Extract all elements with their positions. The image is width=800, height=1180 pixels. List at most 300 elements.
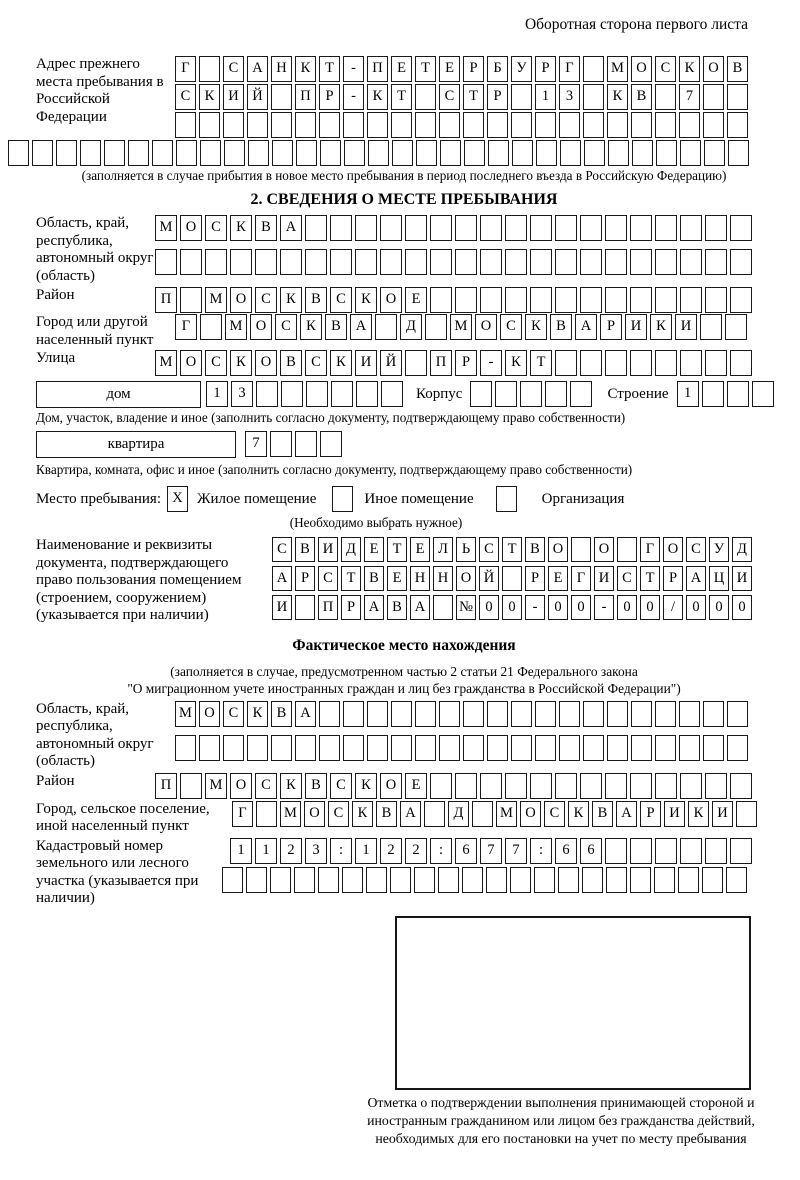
char-box: Н — [410, 566, 430, 591]
char-box — [366, 867, 387, 893]
char-box — [175, 112, 196, 138]
char-box — [730, 773, 752, 799]
char-box: Т — [391, 84, 412, 110]
char-box: О — [703, 56, 724, 82]
char-box — [727, 84, 748, 110]
char-box — [570, 381, 592, 407]
char-box — [727, 735, 748, 761]
char-box: С — [479, 537, 499, 562]
prev-address-rows — [175, 56, 751, 138]
cadastral-row-2 — [222, 867, 755, 893]
prev-address-section — [36, 56, 772, 138]
char-box: В — [525, 537, 545, 562]
char-box — [752, 381, 774, 407]
district-boxes — [155, 287, 755, 313]
char-box — [705, 287, 727, 313]
char-box — [510, 867, 531, 893]
char-box: Е — [391, 56, 412, 82]
char-box: У — [709, 537, 729, 562]
char-box — [702, 381, 724, 407]
char-box — [306, 381, 328, 407]
char-box — [571, 537, 591, 562]
char-box — [343, 112, 364, 138]
char-box — [175, 735, 196, 761]
char-box: 0 — [732, 595, 752, 620]
char-box: 6 — [555, 838, 577, 864]
char-box: 1 — [230, 838, 252, 864]
char-box — [430, 215, 452, 241]
checkbox-other-premises — [332, 486, 353, 512]
char-box — [343, 735, 364, 761]
char-box — [679, 701, 700, 727]
document-label: Наименование и реквизиты документа, подтверждающего право пользования помещением (строением, сооружением) (указывается при наличии) — [36, 537, 242, 623]
actual-location-title: Фактическое место нахождения — [292, 636, 516, 654]
char-box — [56, 140, 77, 166]
char-box — [535, 112, 556, 138]
korpus-label: Корпус — [416, 386, 463, 402]
char-box — [630, 350, 652, 376]
char-box: О — [456, 566, 476, 591]
char-box: В — [592, 801, 613, 827]
char-box: Л — [433, 537, 453, 562]
char-box — [730, 838, 752, 864]
char-box — [580, 350, 602, 376]
char-box — [559, 112, 580, 138]
char-box — [472, 801, 493, 827]
char-box — [470, 381, 492, 407]
char-box: О — [380, 287, 402, 313]
char-box: Е — [410, 537, 430, 562]
char-box — [331, 381, 353, 407]
char-box: Е — [405, 287, 427, 313]
char-box: А — [575, 314, 597, 340]
char-box: О — [520, 801, 541, 827]
char-box — [247, 112, 268, 138]
char-box — [655, 112, 676, 138]
char-box — [305, 215, 327, 241]
actual-region-rows — [175, 701, 751, 761]
stay-type-note: (Необходимо выбрать нужное) — [289, 515, 463, 530]
char-box: 0 — [617, 595, 637, 620]
region-row — [36, 215, 772, 285]
char-box — [319, 701, 340, 727]
char-box: 0 — [686, 595, 706, 620]
char-box — [367, 735, 388, 761]
char-box: М — [496, 801, 517, 827]
document-section — [36, 537, 772, 625]
actual-city-row — [36, 801, 772, 836]
char-box: О — [180, 350, 202, 376]
stay-type-label: Место пребывания: — [36, 491, 161, 507]
char-box — [655, 838, 677, 864]
char-box — [655, 249, 677, 275]
char-box: 7 — [505, 838, 527, 864]
char-box: 3 — [305, 838, 327, 864]
char-box: П — [318, 595, 338, 620]
region-label: Область, край, республика, автономный округ (область) — [36, 215, 154, 284]
document-row-2 — [272, 566, 755, 592]
document-rows — [272, 537, 755, 621]
char-box: О — [230, 287, 252, 313]
char-box — [680, 249, 702, 275]
char-box: С — [255, 287, 277, 313]
char-box — [224, 140, 245, 166]
char-box: С — [205, 215, 227, 241]
char-box: С — [330, 773, 352, 799]
char-box — [487, 112, 508, 138]
char-box — [295, 431, 317, 457]
char-box: С — [275, 314, 297, 340]
prev-address-row-4 — [8, 140, 772, 166]
char-box: М — [175, 701, 196, 727]
char-box: О — [250, 314, 272, 340]
char-box: 0 — [709, 595, 729, 620]
char-box — [580, 287, 602, 313]
char-box — [680, 350, 702, 376]
char-box: Р — [525, 566, 545, 591]
char-box — [511, 84, 532, 110]
char-box: В — [305, 287, 327, 313]
char-box: У — [511, 56, 532, 82]
char-box: А — [364, 595, 384, 620]
char-box — [296, 140, 317, 166]
prev-address-row-3 — [175, 112, 751, 138]
char-box: С — [255, 773, 277, 799]
stamp-area — [330, 916, 792, 1149]
char-box — [679, 112, 700, 138]
char-box: К — [355, 773, 377, 799]
char-box — [80, 140, 101, 166]
char-box — [200, 314, 222, 340]
char-box: 1 — [206, 381, 228, 407]
char-box: 1 — [535, 84, 556, 110]
char-box: В — [387, 595, 407, 620]
char-box — [295, 735, 316, 761]
char-box: Н — [433, 566, 453, 591]
char-box — [248, 140, 269, 166]
char-box — [381, 381, 403, 407]
char-box — [607, 112, 628, 138]
char-box: С — [686, 537, 706, 562]
char-box — [320, 140, 341, 166]
char-box — [255, 249, 277, 275]
char-box: - — [594, 595, 614, 620]
char-box: 0 — [640, 595, 660, 620]
checkbox-dwelling: X — [167, 486, 188, 512]
char-box — [559, 701, 580, 727]
prev-address-label: Адрес прежнего места пребывания в Российской Федерации — [36, 56, 164, 125]
char-box: В — [295, 537, 315, 562]
char-box: А — [280, 215, 302, 241]
char-box: А — [410, 595, 430, 620]
char-box — [391, 701, 412, 727]
char-box: Й — [247, 84, 268, 110]
char-box: Д — [341, 537, 361, 562]
char-box: С — [223, 701, 244, 727]
char-box: С — [500, 314, 522, 340]
char-box — [281, 381, 303, 407]
char-box — [705, 215, 727, 241]
char-box — [439, 735, 460, 761]
char-box: С — [328, 801, 349, 827]
char-box: О — [199, 701, 220, 727]
char-box — [246, 867, 267, 893]
char-box: К — [300, 314, 322, 340]
city-label: Город или другой населенный пункт — [36, 314, 154, 348]
char-box — [205, 249, 227, 275]
char-box: Г — [559, 56, 580, 82]
char-box: А — [247, 56, 268, 82]
char-box — [580, 215, 602, 241]
char-box — [294, 867, 315, 893]
char-box — [605, 350, 627, 376]
char-box: : — [430, 838, 452, 864]
char-box — [200, 140, 221, 166]
char-box — [424, 801, 445, 827]
char-box: С — [175, 84, 196, 110]
char-box: В — [376, 801, 397, 827]
char-box: И — [675, 314, 697, 340]
char-box: О — [255, 350, 277, 376]
char-box — [480, 773, 502, 799]
char-box — [535, 701, 556, 727]
char-box — [656, 140, 677, 166]
house-row — [36, 381, 772, 408]
char-box: С — [330, 287, 352, 313]
char-box — [730, 287, 752, 313]
char-box: И — [625, 314, 647, 340]
actual-location-note-2: "О миграционном учете иностранных граждан и лиц без гражданства в Российской Федерации") — [127, 680, 681, 696]
char-box — [487, 735, 508, 761]
char-box — [199, 112, 220, 138]
char-box: 3 — [559, 84, 580, 110]
char-box — [295, 595, 315, 620]
char-box: К — [679, 56, 700, 82]
char-box — [655, 215, 677, 241]
char-box — [511, 701, 532, 727]
char-box: Й — [380, 350, 402, 376]
actual-city-boxes — [232, 801, 760, 827]
char-box — [505, 215, 527, 241]
char-box: М — [155, 350, 177, 376]
char-box — [536, 140, 557, 166]
char-box: Т — [341, 566, 361, 591]
char-box: О — [180, 215, 202, 241]
char-box — [455, 249, 477, 275]
char-box: Г — [175, 56, 196, 82]
char-box: П — [367, 56, 388, 82]
char-box — [559, 735, 580, 761]
char-box: С — [305, 350, 327, 376]
char-box — [727, 701, 748, 727]
actual-region-row — [36, 701, 772, 771]
char-box — [463, 112, 484, 138]
char-box — [319, 112, 340, 138]
char-box — [222, 867, 243, 893]
char-box — [580, 249, 602, 275]
char-box: В — [255, 215, 277, 241]
char-box: О — [594, 537, 614, 562]
char-box — [583, 701, 604, 727]
region-row-1 — [155, 215, 755, 241]
char-box: В — [631, 84, 652, 110]
char-box — [305, 249, 327, 275]
checkbox-organization — [496, 486, 517, 512]
char-box — [367, 112, 388, 138]
header-note: Оборотная сторона первого листа — [524, 16, 748, 33]
char-box — [530, 215, 552, 241]
char-box: 1 — [255, 838, 277, 864]
char-box — [530, 773, 552, 799]
korpus-boxes — [470, 381, 595, 407]
char-box — [180, 287, 202, 313]
char-box — [555, 249, 577, 275]
street-row — [36, 350, 772, 376]
char-box: 0 — [548, 595, 568, 620]
char-box — [486, 867, 507, 893]
char-box — [580, 773, 602, 799]
char-box — [405, 350, 427, 376]
char-box — [555, 287, 577, 313]
char-box — [272, 140, 293, 166]
actual-district-row — [36, 773, 772, 799]
char-box — [380, 215, 402, 241]
char-box — [344, 140, 365, 166]
char-box — [583, 56, 604, 82]
char-box: М — [205, 773, 227, 799]
option-dwelling-label: Жилое помещение — [197, 491, 317, 507]
char-box: К — [230, 350, 252, 376]
apartment-row — [36, 431, 772, 458]
option-other-premises-label: Иное помещение — [364, 491, 474, 507]
char-box — [155, 249, 177, 275]
char-box — [680, 838, 702, 864]
cadastral-label: Кадастровый номер земельного или лесного участка (указывается при наличии) — [36, 837, 199, 906]
char-box: Д — [400, 314, 422, 340]
char-box — [355, 215, 377, 241]
char-box: Г — [175, 314, 197, 340]
stamp-note: Отметка о подтверждении выполнения принимающей стороной и иностранным гражданином или лицом без гражданства действий, необходимых для его постановки на учет по месту пребывания — [367, 1094, 755, 1147]
char-box: Б — [487, 56, 508, 82]
char-box — [488, 140, 509, 166]
char-box — [655, 735, 676, 761]
char-box — [319, 735, 340, 761]
char-box — [223, 735, 244, 761]
char-box — [583, 112, 604, 138]
char-box — [430, 287, 452, 313]
char-box: С — [205, 350, 227, 376]
char-box: О — [380, 773, 402, 799]
char-box — [530, 249, 552, 275]
actual-location-note-1: (заполняется в случае, предусмотренном частью 2 статьи 21 Федерального закона — [170, 663, 638, 679]
char-box: К — [280, 287, 302, 313]
cadastral-rows — [230, 838, 755, 893]
char-box: Т — [640, 566, 660, 591]
option-organization-label: Организация — [541, 491, 625, 507]
apartment-note: Квартира, комната, офис и иное (заполнить согласно документу, подтверждающему право собственности) — [36, 462, 633, 477]
char-box — [582, 867, 603, 893]
char-box: М — [450, 314, 472, 340]
char-box: Д — [732, 537, 752, 562]
char-box — [678, 867, 699, 893]
char-box: В — [550, 314, 572, 340]
char-box — [534, 867, 555, 893]
char-box — [630, 249, 652, 275]
char-box — [607, 701, 628, 727]
char-box: К — [295, 56, 316, 82]
char-box: О — [230, 773, 252, 799]
char-box — [415, 84, 436, 110]
char-box — [439, 701, 460, 727]
char-box — [584, 140, 605, 166]
char-box — [617, 537, 637, 562]
char-box: И — [318, 537, 338, 562]
char-box — [463, 735, 484, 761]
region-row-2 — [155, 249, 755, 275]
document-row-3 — [272, 595, 755, 621]
char-box — [223, 112, 244, 138]
char-box — [705, 249, 727, 275]
char-box — [391, 735, 412, 761]
char-box: - — [343, 84, 364, 110]
char-box — [704, 140, 725, 166]
char-box — [680, 140, 701, 166]
char-box — [180, 249, 202, 275]
char-box — [630, 838, 652, 864]
char-box: С — [655, 56, 676, 82]
char-box — [583, 735, 604, 761]
char-box: Р — [463, 56, 484, 82]
char-box — [463, 701, 484, 727]
char-box — [608, 140, 629, 166]
char-box: 6 — [455, 838, 477, 864]
char-box — [545, 381, 567, 407]
char-box: А — [400, 801, 421, 827]
char-box — [480, 215, 502, 241]
char-box — [480, 249, 502, 275]
char-box — [505, 773, 527, 799]
char-box: 2 — [405, 838, 427, 864]
char-box — [455, 773, 477, 799]
char-box: М — [225, 314, 247, 340]
char-box: 1 — [677, 381, 699, 407]
actual-region-row-2 — [175, 735, 751, 761]
street-boxes — [155, 350, 755, 376]
char-box — [392, 140, 413, 166]
char-box: С — [617, 566, 637, 591]
char-box: К — [330, 350, 352, 376]
char-box — [152, 140, 173, 166]
char-box: Р — [341, 595, 361, 620]
char-box — [230, 249, 252, 275]
char-box — [583, 84, 604, 110]
char-box — [605, 838, 627, 864]
city-boxes — [175, 314, 750, 340]
char-box: И — [223, 84, 244, 110]
char-box: И — [272, 595, 292, 620]
char-box — [655, 773, 677, 799]
char-box — [440, 140, 461, 166]
char-box — [271, 84, 292, 110]
char-box — [631, 112, 652, 138]
char-box: А — [686, 566, 706, 591]
house-number-boxes — [206, 381, 406, 407]
char-box — [560, 140, 581, 166]
char-box: Ц — [709, 566, 729, 591]
char-box — [555, 350, 577, 376]
char-box — [199, 735, 220, 761]
char-box: А — [616, 801, 637, 827]
